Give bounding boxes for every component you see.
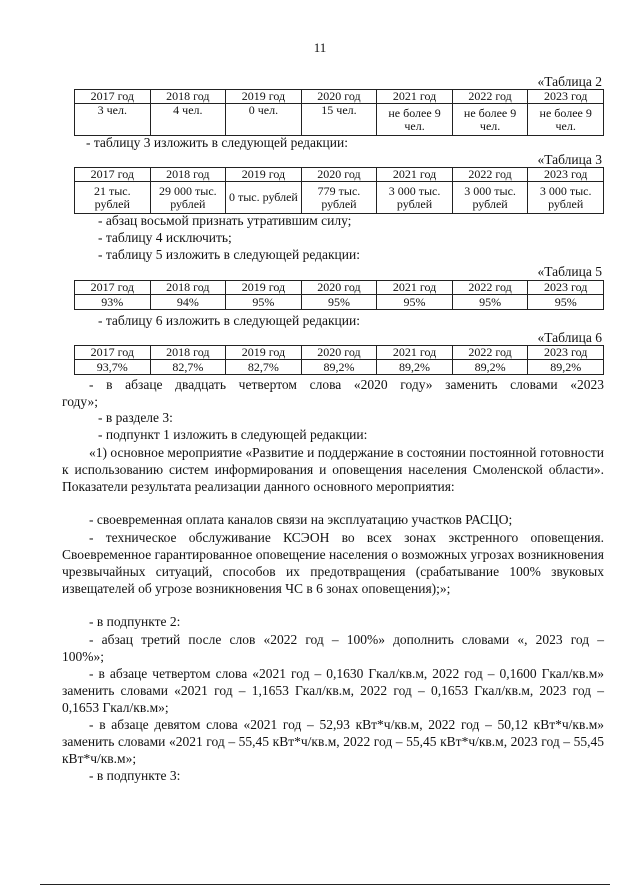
year-header: 2020 год: [301, 168, 377, 182]
table-6-caption: «Таблица 6: [537, 330, 602, 345]
year-header: 2018 год: [150, 90, 226, 104]
paragraph-podpunkt-3: - в подпункте 3:: [89, 768, 181, 783]
year-header: 2022 год: [452, 281, 528, 295]
year-header: 2017 год: [75, 168, 151, 182]
instruction-table-4: - таблицу 4 исключить;: [98, 230, 232, 245]
year-header: 2023 год: [528, 281, 604, 295]
table-row: [75, 104, 604, 136]
paragraph-podpunkt-1: - подпункт 1 изложить в следующей редакции:: [98, 427, 368, 442]
table-3: [74, 167, 604, 214]
table-header-row: [75, 90, 604, 104]
paragraph-abzac-9: - в абзаце девятом слова «2021 год – 52,93 кВт*ч/кв.м, 2022 год – 50,12 кВт*ч/кв.м» заменить словами «2021 год – 55,45 кВт*ч/кв.м, 2022 год – 55,45 кВт*ч/кв.м, 2023 год – 55,45 кВт*ч/кв.м»;: [62, 717, 604, 766]
year-header: 2023 год: [528, 168, 604, 182]
table-cell: 95%: [377, 295, 453, 310]
year-header: 2019 год: [226, 168, 302, 182]
table-cell: 29 000 тыс. рублей: [150, 182, 226, 214]
table-cell: 82,7%: [226, 360, 302, 375]
instruction-table-6: - таблицу 6 изложить в следующей редакции:: [98, 313, 360, 328]
year-header: 2019 год: [226, 90, 302, 104]
year-header: 2018 год: [150, 346, 226, 360]
table-cell: 779 тыс. рублей: [301, 182, 377, 214]
instruction-table-3: - таблицу 3 изложить в следующей редакции:: [86, 135, 348, 150]
year-header: 2022 год: [452, 346, 528, 360]
paragraph-podpunkt-2: - в подпункте 2:: [89, 614, 181, 629]
table-cell: не более 9 чел.: [452, 104, 528, 136]
table-cell: 4 чел.: [150, 104, 226, 136]
table-header-row: [75, 168, 604, 182]
paragraph-abzac-4: - в абзаце четвертом слова «2021 год – 0,1630 Гкал/кв.м, 2022 год – 0,1600 Гкал/кв.м» заменить словами «2021 год – 1,1653 Гкал/кв.м, 2022 год – 0,1653 Гкал/кв.м, 2023 год – 0,1653 Гкал/кв.м»;: [62, 666, 604, 715]
instruction-table-5: - таблицу 5 изложить в следующей редакции:: [98, 247, 360, 262]
table-cell: 21 тыс. рублей: [75, 182, 151, 214]
table-cell: 3 000 тыс. рублей: [377, 182, 453, 214]
table-2-caption: «Таблица 2: [537, 74, 602, 89]
year-header: 2023 год: [528, 90, 604, 104]
year-header: 2020 год: [301, 346, 377, 360]
table-row: [75, 360, 604, 375]
table-cell: 89,2%: [528, 360, 604, 375]
table-5: [74, 280, 604, 310]
year-header: 2019 год: [226, 281, 302, 295]
year-header: 2017 год: [75, 346, 151, 360]
paragraph-abzac-24: - в абзаце двадцать четвертом слова «2020 году» заменить словами «2023 году»;: [62, 377, 604, 409]
table-cell: 3 000 тыс. рублей: [452, 182, 528, 214]
table-header-row: [75, 281, 604, 295]
paragraph-oplata: - своевременная оплата каналов связи на эксплуатацию участков РАСЦО;: [89, 512, 513, 527]
paragraph-obsluzhivanie: - техническое обслуживание КСЭОН во всех зонах экстренного оповещения. Своевременное гарантированное оповещение населения о возможных угрозах возникновения чрезвычайных ситуаций, способов их предотвращения (срабатывание 100% звуковых извещателей об угрозе возникновения ЧС в 6 зонах оповещения);»;: [62, 530, 604, 596]
table-cell: 82,7%: [150, 360, 226, 375]
table-2: [74, 89, 604, 136]
year-header: 2019 год: [226, 346, 302, 360]
table-cell: 95%: [301, 295, 377, 310]
page-number: 11: [313, 40, 327, 55]
year-header: 2017 год: [75, 281, 151, 295]
table-cell: 3 чел.: [75, 104, 151, 136]
table-6: [74, 345, 604, 375]
page-bottom-rule: [40, 884, 610, 885]
year-header: 2023 год: [528, 346, 604, 360]
table-cell: 93,7%: [75, 360, 151, 375]
year-header: 2021 год: [377, 281, 453, 295]
table-cell: 3 000 тыс. рублей: [528, 182, 604, 214]
instruction-abzac-8: - абзац восьмой признать утратившим силу;: [98, 213, 352, 228]
table-cell: 89,2%: [452, 360, 528, 375]
year-header: 2021 год: [377, 346, 453, 360]
table-3-caption: «Таблица 3: [537, 152, 602, 167]
table-cell: 0 чел.: [226, 104, 302, 136]
table-cell: 95%: [452, 295, 528, 310]
table-cell: 95%: [528, 295, 604, 310]
table-cell: 95%: [226, 295, 302, 310]
paragraph-abzac-3: - абзац третий после слов «2022 год – 100%» дополнить словами «, 2023 год – 100%»;: [62, 632, 604, 664]
year-header: 2018 год: [150, 168, 226, 182]
table-cell: 89,2%: [301, 360, 377, 375]
year-header: 2020 год: [301, 281, 377, 295]
table-cell: не более 9 чел.: [377, 104, 453, 136]
year-header: 2020 год: [301, 90, 377, 104]
table-header-row: [75, 346, 604, 360]
year-header: 2017 год: [75, 90, 151, 104]
table-cell: 94%: [150, 295, 226, 310]
table-5-caption: «Таблица 5: [537, 264, 602, 279]
paragraph-meropriyatie: «1) основное мероприятие «Развитие и поддержание в состоянии постоянной готовности к использованию систем информирования и оповещения населения Смоленской области». Показатели результата реализации данного основного мероприятия:: [62, 445, 604, 494]
table-cell: 0 тыс. рублей: [226, 182, 302, 214]
year-header: 2022 год: [452, 168, 528, 182]
table-cell: 89,2%: [377, 360, 453, 375]
table-row: [75, 182, 604, 214]
year-header: 2021 год: [377, 90, 453, 104]
table-cell: 93%: [75, 295, 151, 310]
paragraph-razdel-3: - в разделе 3:: [98, 410, 173, 425]
year-header: 2021 год: [377, 168, 453, 182]
table-cell: 15 чел.: [301, 104, 377, 136]
year-header: 2018 год: [150, 281, 226, 295]
table-row: [75, 295, 604, 310]
year-header: 2022 год: [452, 90, 528, 104]
table-cell: не более 9 чел.: [528, 104, 604, 136]
